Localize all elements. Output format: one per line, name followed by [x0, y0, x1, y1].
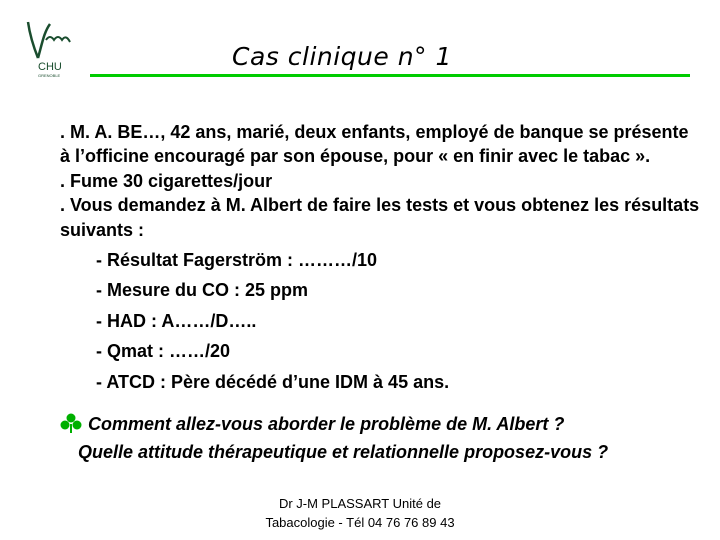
logo-subtext: GRENOBLE — [38, 73, 61, 78]
tests-paragraph: . Vous demandez à M. Albert de faire les tests et vous obtenez les résultats suivants : — [60, 195, 700, 240]
footer — [200, 494, 520, 532]
result-fagerstrom: - Résultat Fagerström : ………/10 — [96, 250, 378, 271]
clover-bullet-icon — [60, 412, 82, 434]
question-2: Quelle attitude thérapeutique et relationnelle proposez-vous ? — [78, 442, 609, 462]
result-had: - HAD : A……/D….. — [96, 310, 257, 331]
chu-logo — [20, 18, 84, 78]
result-co: - Mesure du CO : 25 ppm — [96, 280, 309, 301]
result-atcd: - ATCD : Père décédé d’une IDM à 45 ans. — [96, 371, 450, 392]
case-body — [60, 120, 700, 394]
cigarettes-line: . Fume 30 cigarettes/jour — [60, 170, 273, 191]
slide-title: Cas clinique n° 1 — [232, 42, 452, 71]
result-qmat: - Qmat : ……/20 — [96, 341, 231, 362]
footer-line-2: Tabacologie - Tél 04 76 76 89 43 — [265, 515, 455, 530]
questions-block — [60, 410, 700, 466]
logo-text: CHU — [38, 61, 62, 73]
results-list — [60, 248, 700, 394]
footer-line-1: Dr J-M PLASSART Unité de — [278, 496, 442, 511]
question-1: Comment allez-vous aborder le problème de M. Albert ? — [88, 414, 565, 434]
question-1-line — [60, 410, 700, 438]
title-divider — [90, 74, 690, 77]
chu-logo-icon — [20, 18, 84, 78]
intro-paragraph: . M. A. BE…, 42 ans, marié, deux enfants, employé de banque se présente à l’officine encouragé par son épouse, pour « en finir avec le tabac ». — [60, 122, 689, 167]
